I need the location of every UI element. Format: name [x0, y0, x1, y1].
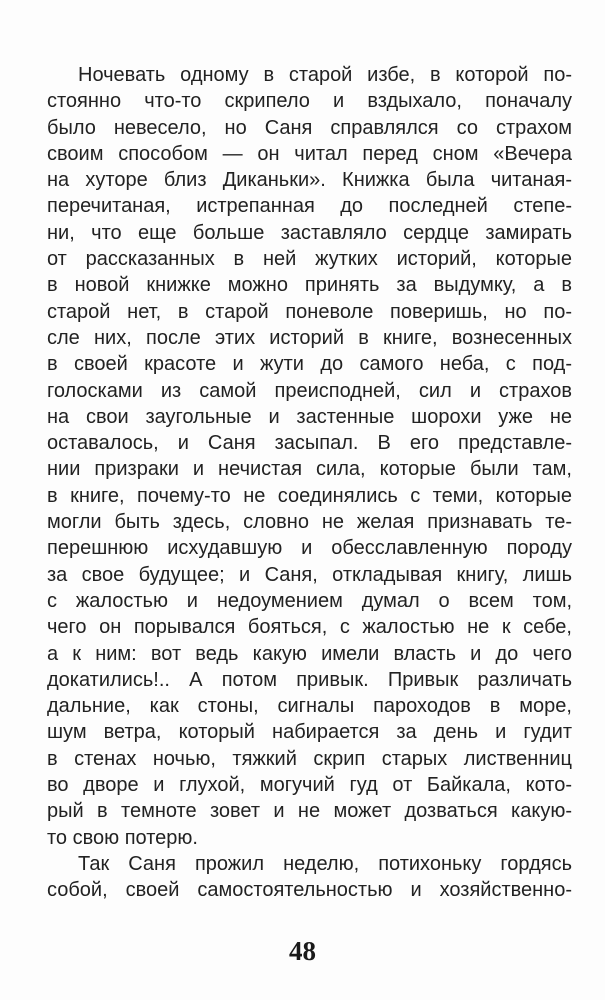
text-line: в стенах ночью, тяжкий скрип старых лиственниц [47, 747, 572, 770]
text-line: на хуторе близ Диканьки». Книжка была читаная- [47, 169, 572, 192]
text-line: собой, своей самостоятельностью и хозяйственно- [47, 879, 572, 902]
text-line: своим способом — он читал перед сном «Вечера [47, 142, 572, 165]
text-line: могли быть здесь, словно не желая признавать те- [47, 511, 572, 534]
page-text [47, 62, 572, 904]
text-line: чего он порывался бояться, с жалостью не к себе, [47, 616, 572, 639]
text-line: рый в темноте зовет и не может дозваться какую- [47, 800, 572, 823]
text-line: докатились!.. А потом привык. Привык различать [47, 668, 572, 691]
text-line: то свою потерю. [47, 826, 198, 849]
text-line: ни, что еще больше заставляло сердце замирать [47, 221, 572, 244]
text-line: Так Саня прожил неделю, потихоньку гордясь [78, 852, 572, 875]
text-line: в книге, почему-то не соединялись с теми, которые [47, 484, 572, 507]
text-line: от рассказанных в ней жутких историй, которые [47, 248, 572, 271]
paragraph [47, 851, 572, 904]
text-line: старой нет, в старой поневоле поверишь, но по- [47, 300, 572, 323]
text-line: в новой книжке можно принять за выдумку, а в [47, 274, 572, 297]
text-line: перешнюю исхудавшую и обесславленную породу [47, 537, 572, 560]
text-line: нии призраки и нечистая сила, которые были там, [47, 458, 572, 481]
text-line: Ночевать одному в старой избе, в которой по- [78, 64, 572, 86]
text-line: дальние, как стоны, сигналы пароходов в море, [47, 695, 572, 718]
text-line: было невесело, но Саня справлялся со страхом [47, 116, 572, 139]
text-line: шум ветра, который набирается за день и гудит [47, 721, 572, 744]
text-line: в своей красоте и жути до самого неба, с под- [47, 353, 572, 376]
paragraph [47, 62, 572, 851]
text-line: оставалось, и Саня засыпал. В его представле- [47, 432, 572, 455]
text-line: с жалостью и недоумением думал о всем том, [47, 589, 572, 612]
text-line: сле них, после этих историй в книге, вознесенных [47, 326, 572, 349]
text-line: а к ним: вот ведь какую имели власть и до чего [47, 642, 572, 665]
text-line: на свои заугольные и застенные шорохи уже не [47, 405, 572, 428]
page-number: 48 [289, 936, 316, 966]
text-line: голосками из самой преисподней, сил и страхов [47, 379, 572, 402]
text-line: стоянно что-то скрипело и вздыхало, поначалу [47, 90, 572, 113]
text-line: во дворе и глухой, могучий гуд от Байкала, кото- [47, 774, 572, 797]
text-line: перечитаная, истрепанная до последней степе- [47, 195, 572, 218]
text-line: за свое будущее; и Саня, откладывая книгу, лишь [47, 563, 572, 586]
